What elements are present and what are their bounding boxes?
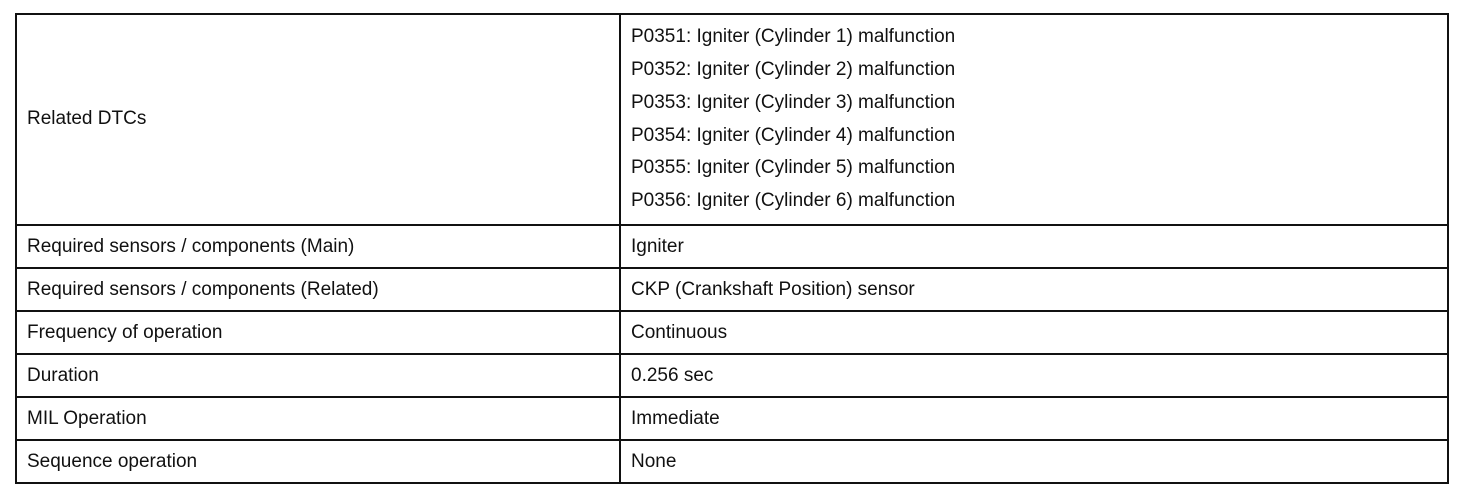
- table-row-main-components: [16, 225, 1448, 268]
- row-value: Continuous: [620, 311, 1448, 354]
- row-label: MIL Operation: [16, 397, 620, 440]
- dtc-item: P0351: Igniter (Cylinder 1) malfunction: [631, 26, 956, 48]
- table-row-related-components: [16, 268, 1448, 311]
- dtc-item: P0356: Igniter (Cylinder 6) malfunction: [631, 190, 956, 212]
- table-row-frequency: [16, 311, 1448, 354]
- row-label: Frequency of operation: [16, 311, 620, 354]
- dtc-item: P0353: Igniter (Cylinder 3) malfunction: [631, 91, 956, 113]
- row-value: CKP (Crankshaft Position) sensor: [620, 268, 1448, 311]
- row-value: 0.256 sec: [620, 354, 1448, 397]
- table-row-duration: [16, 354, 1448, 397]
- dtc-item: P0355: Igniter (Cylinder 5) malfunction: [631, 157, 956, 179]
- row-value: None: [620, 440, 1448, 483]
- dtc-list-cell: [620, 14, 1448, 225]
- table-row-related-dtcs: [16, 14, 1448, 225]
- row-label: Sequence operation: [16, 440, 620, 483]
- row-label: Duration: [16, 354, 620, 397]
- table-row-sequence-operation: [16, 440, 1448, 483]
- dtc-item: P0354: Igniter (Cylinder 4) malfunction: [631, 124, 956, 146]
- row-label: Related DTCs: [16, 14, 620, 225]
- row-value: Igniter: [620, 225, 1448, 268]
- dtc-item: P0352: Igniter (Cylinder 2) malfunction: [631, 58, 956, 80]
- row-value: Immediate: [620, 397, 1448, 440]
- table-row-mil-operation: [16, 397, 1448, 440]
- dtc-list: [631, 26, 1447, 213]
- monitor-spec-table: [15, 13, 1449, 484]
- row-label: Required sensors / components (Related): [16, 268, 620, 311]
- row-label: Required sensors / components (Main): [16, 225, 620, 268]
